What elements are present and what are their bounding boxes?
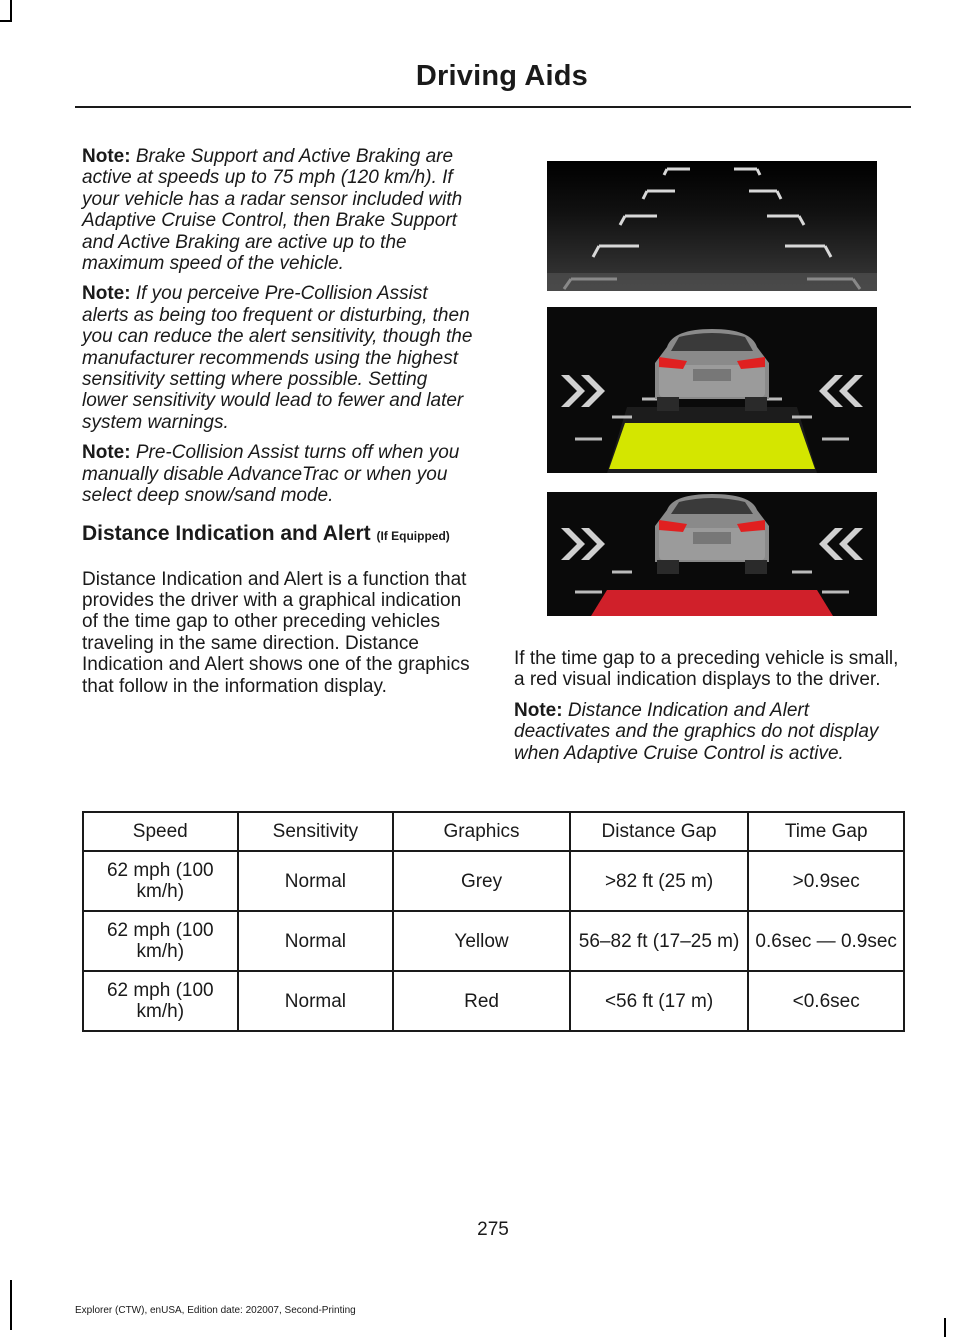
vehicle-rear-icon [655,329,769,411]
header-time-gap: Time Gap [748,812,904,851]
cell-distance-gap: <56 ft (17 m) [570,971,749,1031]
graphic-yellow-alert [547,307,877,473]
cell-sensitivity: Normal [238,911,394,971]
header-divider [75,106,911,108]
table-row [83,851,904,911]
cell-graphics: Grey [393,851,570,911]
table-row [83,971,904,1031]
cell-time-gap: >0.9sec [748,851,904,911]
distance-indication-table [82,811,905,1032]
header-graphics: Graphics [393,812,570,851]
cell-speed: 62 mph (100 km/h) [83,851,238,911]
note-sensitivity: Note: If you perceive Pre-Collision Assist alerts as being too frequent or disturbing, then you can reduce the alert sensitivity, though the manufacturer recommends using the highest sensitivity setting where possible. Setting lower sensitivity would lead to fewer and later system warnings. [82,283,473,433]
header-sensitivity: Sensitivity [238,812,394,851]
body-paragraph: Distance Indication and Alert is a function that provides the driver with a graphical indication of the time gap to other preceding vehicles traveling in the same direction. Distance Indication and Alert shows one of the graphics that follow in the information display. [82,568,470,697]
cell-distance-gap: >82 ft (25 m) [570,851,749,911]
graphic-red-alert [547,492,877,616]
section-heading: Distance Indication and Alert (If Equipped) [82,521,450,545]
cell-sensitivity: Normal [238,851,394,911]
grey-indicator-bar [547,273,877,291]
left-column [82,146,474,706]
table-row [83,911,904,971]
edition-footer: Explorer (CTW), enUSA, Edition date: 202007, Second-Printing [75,1305,356,1316]
crop-mark [10,0,12,22]
heading-suffix: (If Equipped) [376,528,450,543]
right-column [514,648,910,773]
cell-speed: 62 mph (100 km/h) [83,911,238,971]
header-speed: Speed [83,812,238,851]
cell-graphics: Yellow [393,911,570,971]
cell-time-gap: 0.6sec — 0.9sec [748,911,904,971]
red-indication-paragraph: If the time gap to a preceding vehicle is small, a red visual indication displays to the driver. [514,648,899,691]
cell-sensitivity: Normal [238,971,394,1031]
note-brake-support: Note: Brake Support and Active Braking are active at speeds up to 75 mph (120 km/h). If your vehicle has a radar sensor included with Adaptive Cruise Control, then Brake Support and Active Braking are active up to the maximum speed of the vehicle. [82,146,463,275]
vehicle-rear-icon [655,494,769,574]
crop-mark [10,1280,12,1330]
cell-distance-gap: 56–82 ft (17–25 m) [570,911,749,971]
header-distance-gap: Distance Gap [570,812,749,851]
cell-speed: 62 mph (100 km/h) [83,971,238,1031]
graphic-grey-road [547,161,877,291]
crop-mark [0,20,12,22]
red-indicator-bar [591,590,833,616]
note-adaptive-cruise: Note: Distance Indication and Alert deactivates and the graphics do not display when Adaptive Cruise Control is active. [514,699,879,764]
crop-mark [944,1318,946,1337]
yellow-indicator-bar [609,423,815,469]
cell-time-gap: <0.6sec [748,971,904,1031]
cell-graphics: Red [393,971,570,1031]
note-advancetrac: Note: Pre-Collision Assist turns off when you manually disable AdvanceTrac or when you select deep snow/sand mode. [82,442,460,507]
page-number: 275 [477,1219,509,1240]
section-title: Driving Aids [415,60,588,92]
table-header-row [83,812,904,851]
